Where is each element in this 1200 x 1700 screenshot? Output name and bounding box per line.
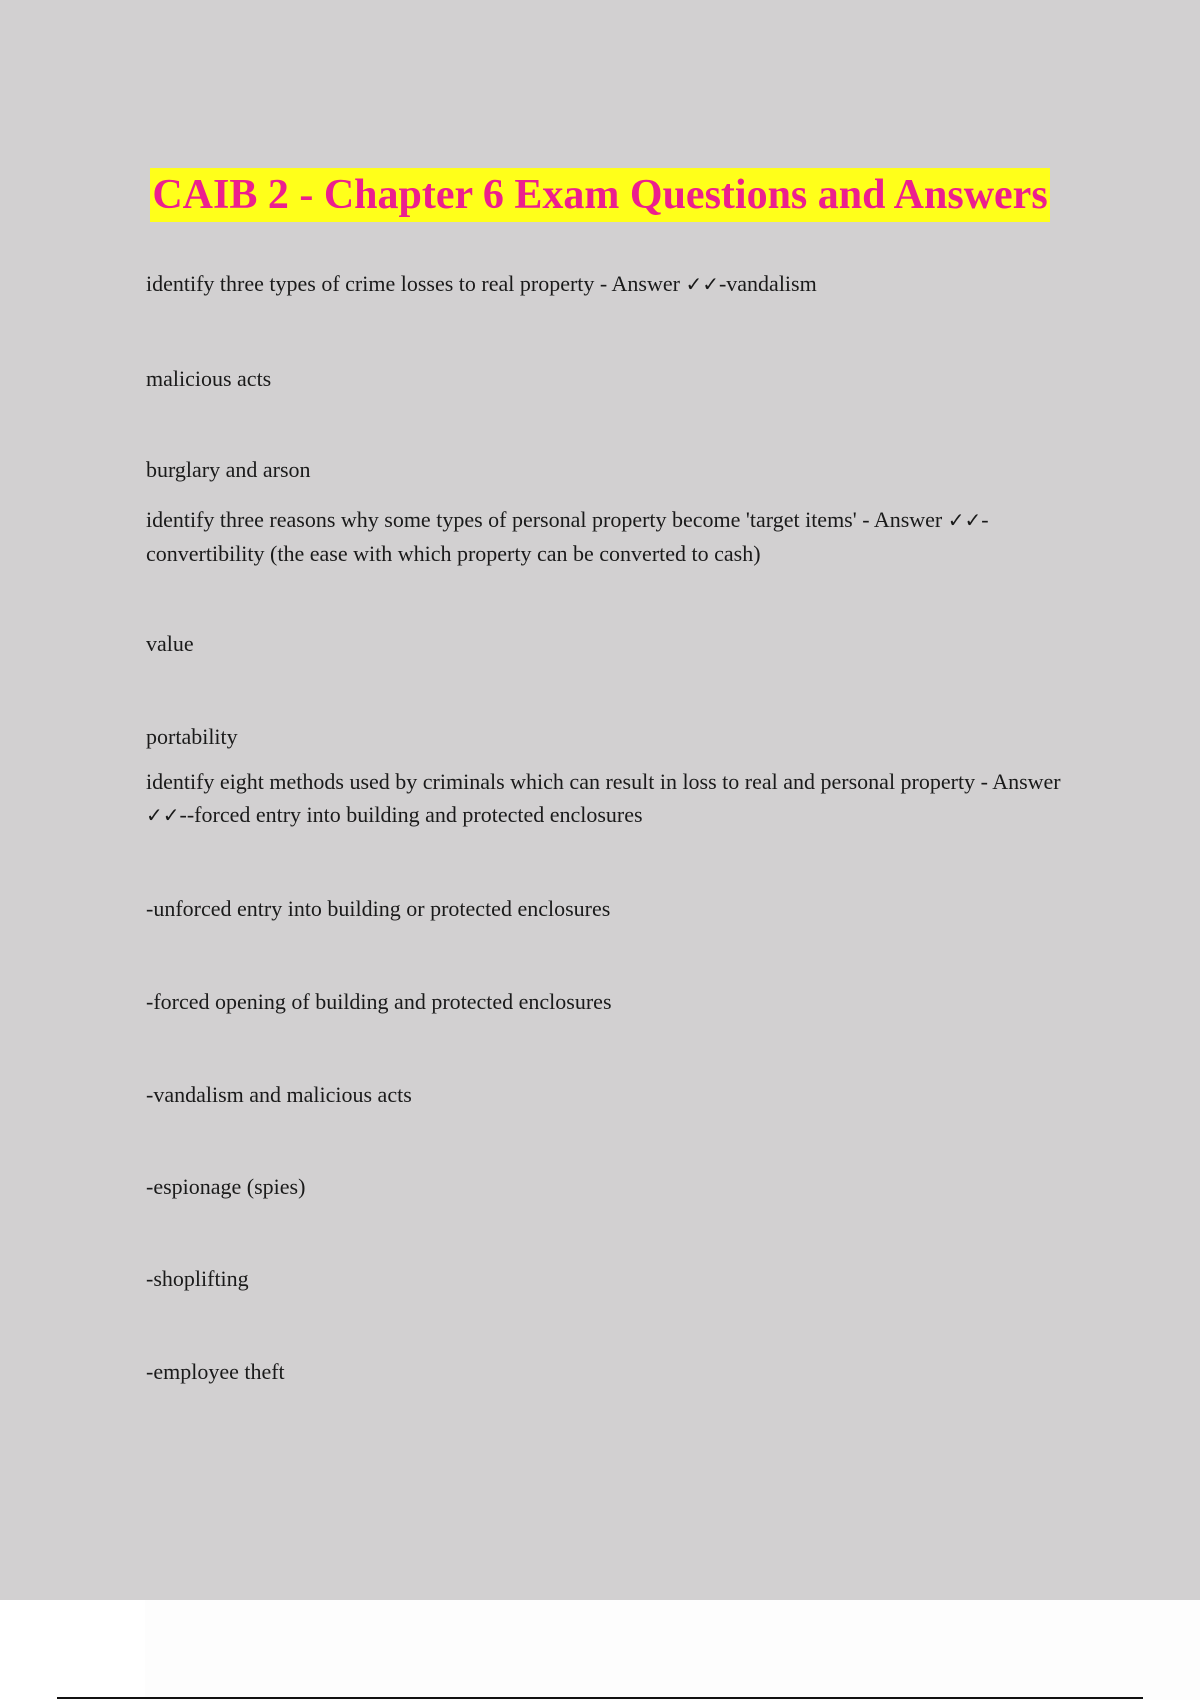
- question-1-text: identify three types of crime losses to real property - Answer: [146, 271, 686, 296]
- answer-1-line-2: malicious acts: [146, 366, 272, 391]
- answer-1-start: -vandalism: [718, 271, 817, 296]
- question-2-text: identify three reasons why some types of personal property become 'target items' - Answer: [146, 507, 948, 532]
- question-3-text: identify eight methods used by criminals which can result in loss to real and personal property - Answer: [146, 769, 1061, 794]
- checkmark-icon: ✓✓: [685, 272, 719, 296]
- answer-3-line-3: -forced opening of building and protected enclosures: [146, 989, 612, 1014]
- answer-3-line-6: -shoplifting: [146, 1266, 249, 1291]
- answer-3-line-5: -espionage (spies): [146, 1174, 306, 1199]
- answer-3-start: --forced entry into building and protected enclosures: [179, 802, 643, 827]
- question-3: [146, 765, 1076, 832]
- question-2: [146, 503, 1076, 570]
- checkmark-icon: ✓✓: [947, 508, 982, 532]
- answer-2-start: -convertibility (the ease with which property can be converted to cash): [146, 507, 989, 566]
- document-title: CAIB 2 - Chapter 6 Exam Questions and Answers: [150, 168, 1049, 222]
- checkmark-icon: ✓✓: [146, 803, 180, 827]
- answer-2-line-3: portability: [146, 724, 238, 749]
- page-bottom-margin: [145, 1600, 1200, 1700]
- answer-1-line-3: burglary and arson: [146, 457, 311, 482]
- answer-3-line-4: -vandalism and malicious acts: [146, 1082, 412, 1107]
- title-container: [0, 168, 1200, 222]
- answer-3-line-2: -unforced entry into building or protected enclosures: [146, 896, 611, 921]
- answer-3-line-7: -employee theft: [146, 1359, 285, 1384]
- answer-2-line-2: value: [146, 631, 194, 656]
- question-1: [146, 267, 1076, 301]
- page-divider: [57, 1697, 1143, 1699]
